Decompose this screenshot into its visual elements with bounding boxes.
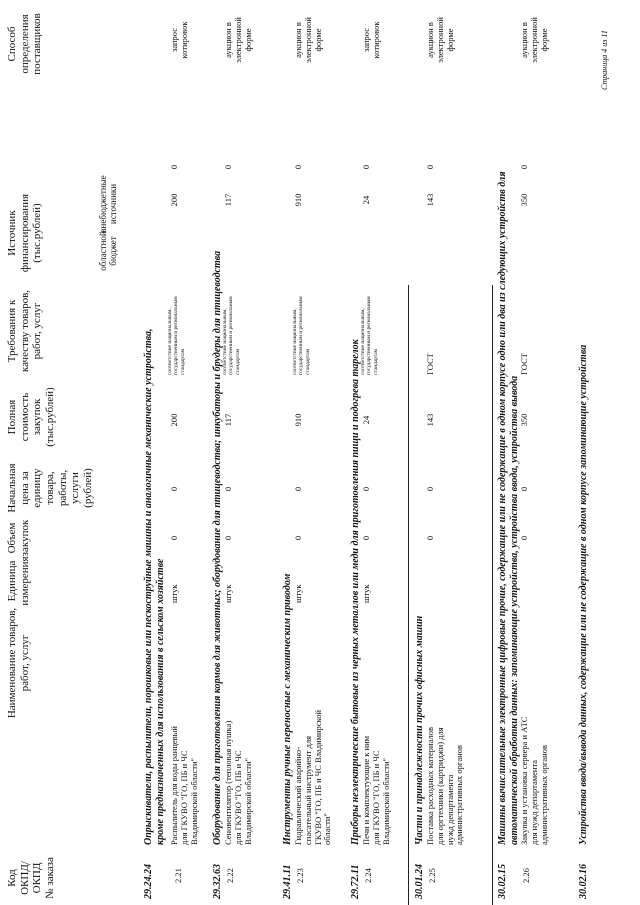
row-method: аукцион в электронной форме <box>223 17 253 63</box>
row-cost: 143 <box>425 413 435 427</box>
category-name: Приборы неэлектрические бытовые из черных металлов или меди для приготовления пищи и подогрева тарелок <box>350 339 361 845</box>
row-requirements: ГОСТ <box>519 353 529 375</box>
row-name: Распылитель для воды ранцевый для ГКУВО "ГО, ПБ и ЧС Владимирской области" <box>169 726 199 845</box>
row-fund-regional: 117 <box>223 193 233 207</box>
row-cost: 24 <box>361 415 371 425</box>
row-fund-extra: 0 <box>293 164 303 170</box>
row-fund-regional: 24 <box>361 195 371 205</box>
category-code: 29.24.24 <box>143 864 154 899</box>
category-code: 30.01.24 <box>414 864 425 899</box>
category-name: Машины вычислительные электронные цифровые прочие, содержащие или не содержащие в одном корпусе одно или два из следующих устройств для автоматической обработки данных: запоминающие устройства, устройства ввода, устройства вывода <box>497 171 520 845</box>
row-price: 0 <box>169 486 179 492</box>
category-code: 29.32.63 <box>212 864 223 899</box>
header-funding-regional: областной бюджет <box>98 231 119 271</box>
row-name: Гидравлический аварийно-спасательный инструмент для ГКУВО "ГО, ПБ и ЧС Владимирской области" <box>293 709 333 845</box>
row-price: 0 <box>519 486 529 492</box>
row-fund-extra: 0 <box>519 164 529 170</box>
row-method: аукцион в электронной форме <box>425 17 455 63</box>
row-number: 2.22 <box>225 868 235 883</box>
row-name: Закупка и установка сервера и АТС для нужд департамента административных органов <box>519 716 549 845</box>
row-fund-extra: 0 <box>223 164 233 170</box>
row-unit: штук <box>169 584 179 603</box>
row-number: 2.21 <box>173 868 183 883</box>
separator-line <box>408 285 409 905</box>
row-requirements: ГОСТ <box>425 353 435 375</box>
header-method: Способ определения поставщиков <box>6 13 44 75</box>
row-fund-regional: 200 <box>169 193 179 207</box>
row-price: 0 <box>293 486 303 492</box>
row-volume: 0 <box>519 535 529 541</box>
category-code: 29.72.11 <box>350 864 361 899</box>
category-name: Инструменты ручные переносные с механическим приводом <box>282 573 293 845</box>
header-full-cost: Полная стоимость закупок (тыс.рублей) <box>6 387 56 447</box>
row-requirements: соответствие национальным, государственным и региональным стандартам <box>167 296 186 375</box>
row-number: 2.24 <box>363 868 373 883</box>
separator-line <box>492 285 493 905</box>
row-volume: 0 <box>169 535 179 541</box>
row-method: запрос котировок <box>361 21 381 59</box>
row-fund-extra: 0 <box>169 164 179 170</box>
row-cost: 910 <box>293 413 303 427</box>
row-volume: 0 <box>223 535 233 541</box>
page-number: Страница 4 из 11 <box>600 30 609 90</box>
category-code: 30.02.15 <box>497 864 508 899</box>
row-requirements: соответствие национальным, государственным и региональным стандартам <box>360 296 379 375</box>
row-fund-extra: 0 <box>361 164 371 170</box>
row-name: Печи и комплектующие к ним для ГКУВО "ГО, ПБ и ЧС Владимирской области" <box>361 736 391 845</box>
row-volume: 0 <box>361 535 371 541</box>
category-name: Устройства ввода/вывода данных, содержащие или не содержащие в одном корпусе запоминающие устройства <box>578 344 589 845</box>
header-funding: Источник финансирования (тыс.рублей) <box>6 193 44 273</box>
category-code: 30.02.16 <box>578 864 589 899</box>
row-requirements: соответствие национальным, государственным и региональным стандартам <box>292 296 311 375</box>
row-name: Поставка расходных материалов для оргтехники (картриджи) для нужд департамента административных органов <box>425 727 465 845</box>
row-number: 2.23 <box>295 868 305 883</box>
row-method: аукцион в электронной форме <box>293 17 323 63</box>
row-volume: 0 <box>293 535 303 541</box>
row-price: 0 <box>361 486 371 492</box>
row-price: 0 <box>223 486 233 492</box>
row-fund-regional: 910 <box>293 193 303 207</box>
row-number: 2.25 <box>427 868 437 883</box>
row-volume: 0 <box>425 535 435 541</box>
row-unit: штук <box>293 584 303 603</box>
category-name: Опрыскиватели, распылители, порошковые или пескоструйные машины и аналогичные механические устройства, кроме предназначенных для использования в сельском хозяйстве <box>143 328 166 845</box>
row-fund-extra: 0 <box>425 164 435 170</box>
row-name: Сеновентилятор (тепловая пушка) для ГКУВО "ГО, ПБ и ЧС Владимирской области" <box>223 720 253 845</box>
header-funding-extra: внебюджетные источники <box>98 175 119 233</box>
row-cost: 350 <box>519 413 529 427</box>
row-cost: 200 <box>169 413 179 427</box>
row-unit: штук <box>223 584 233 603</box>
row-method: запрос котировок <box>169 21 189 59</box>
category-name: Части и принадлежности прочих офисных машин <box>414 615 425 845</box>
category-code: 29.41.11 <box>282 864 293 899</box>
row-requirements: соответствие национальным, государственным и региональным стандартам <box>222 296 241 375</box>
row-fund-regional: 143 <box>425 193 435 207</box>
header-volume: Объем закупок <box>6 519 31 557</box>
row-method: аукцион в электронной форме <box>519 17 549 63</box>
header-initial-price: Начальная цена за единицу товара, работы, услуги (рублей) <box>6 463 94 513</box>
header-name: Наименование товаров, работ, услуг <box>6 607 31 719</box>
category-name: Оборудование для приготовления кормов для животных; оборудование для птицеводства; инкубаторы и брудеры для птицеводства <box>212 250 223 845</box>
row-cost: 117 <box>223 413 233 427</box>
header-unit: Единица измерения <box>6 556 31 606</box>
row-number: 2.26 <box>521 868 531 883</box>
header-requirements: Требования к качеству товаров, работ, услуг <box>6 289 44 373</box>
row-fund-regional: 350 <box>519 193 529 207</box>
header-code: Код ОКПД/ ОКПД № заказа <box>6 857 56 899</box>
row-unit: штук <box>361 584 371 603</box>
row-price: 0 <box>425 486 435 492</box>
